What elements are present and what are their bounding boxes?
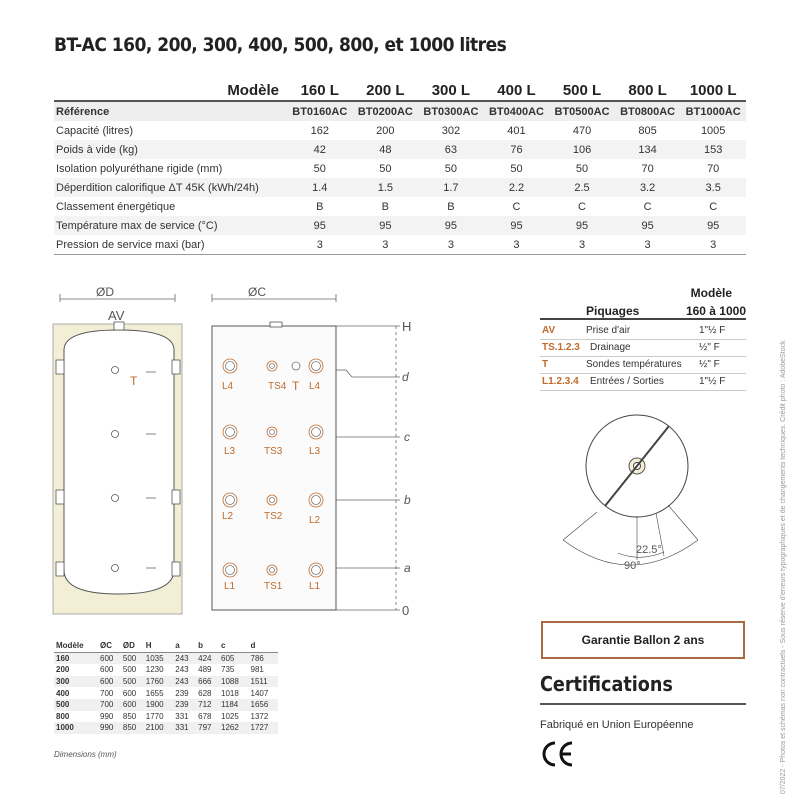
l3-label-right: L3 (309, 446, 321, 457)
page-title: BT-AC 160, 200, 300, 400, 500, 800, et 1000 litres (54, 34, 507, 56)
dims-cell: 300 (54, 676, 98, 688)
piquage-desc: Prise d'air (586, 325, 631, 336)
spec-row-label: Déperdition calorifique ΔT 45K (kWh/24h) (54, 178, 287, 197)
dims-header: ØC (98, 640, 121, 652)
spec-row-label: Température max de service (°C) (54, 216, 287, 235)
dims-cell: 489 (198, 665, 212, 675)
side-port (56, 490, 64, 504)
spec-cell: B (447, 200, 455, 213)
fabrication-note: Fabriqué en Union Européenne (540, 719, 694, 731)
temp-probe-port (292, 362, 300, 370)
spec-cell: 3.5 (680, 178, 746, 197)
spec-cell: BT0800AC (615, 101, 681, 121)
spec-cell: BT0400AC (484, 101, 550, 121)
side-port-circle (267, 495, 277, 505)
spec-cell: C (643, 200, 652, 213)
spec-cell: 401 (507, 124, 526, 137)
side-port-circle (267, 565, 277, 575)
dims-header: Modèle (54, 640, 98, 652)
dims-cell: 243 (175, 665, 189, 675)
piquages-col-range: 160 à 1000 (685, 304, 746, 318)
h-label: H (402, 319, 412, 334)
spec-row-label: Pression de service maxi (bar) (54, 235, 287, 255)
dims-row (54, 711, 278, 723)
dims-header: H (144, 640, 173, 652)
side-port-circle (267, 427, 277, 437)
zero-label: 0 (402, 603, 410, 618)
av-label: AV (108, 308, 125, 323)
piquage-desc: Drainage (590, 342, 631, 353)
spec-cell: C (709, 200, 718, 213)
ce-mark-icon (540, 740, 574, 768)
piquage-size: ½" F (699, 359, 720, 370)
l3-label-left: L3 (224, 446, 236, 457)
spec-cell: 200 (376, 124, 395, 137)
l1-label-right: L1 (309, 581, 321, 592)
dims-cell: 200 (56, 665, 70, 675)
spec-cell: 3 (353, 235, 419, 255)
ts4-label: TS4 (268, 381, 287, 392)
spec-cell: 3 (484, 235, 550, 255)
piquages-col-label: Piquages (586, 304, 640, 318)
spec-cell: 106 (549, 140, 615, 159)
dims-cell: 1035 (144, 652, 173, 664)
side-port (56, 562, 64, 576)
dims-cell: 1770 (145, 711, 164, 721)
dims-header: ØD (121, 640, 144, 652)
piquages-model-header: Modèle (690, 286, 732, 300)
spec-cell: 95 (549, 216, 615, 235)
angle-line (668, 505, 698, 540)
dims-cell: 331 (173, 722, 196, 734)
spec-cell: 805 (638, 124, 657, 137)
spec-cell: 63 (418, 140, 484, 159)
dims-header: d (249, 640, 279, 652)
dims-cell: 735 (221, 665, 235, 675)
dims-cell: 600 (100, 665, 114, 675)
model-col: 400 L (497, 81, 536, 99)
dims-cell: 2100 (144, 722, 173, 734)
dims-row (54, 676, 278, 688)
dims-cell: 800 (56, 711, 70, 721)
dims-cell: 1025 (221, 711, 239, 721)
side-port (172, 360, 180, 374)
dims-cell: 600 (121, 699, 144, 711)
side-port (56, 360, 64, 374)
dims-row (54, 687, 278, 699)
dims-cell: 500 (121, 652, 144, 664)
spec-cell: 95 (680, 216, 746, 235)
dims-cell: 678 (198, 711, 212, 721)
spec-cell: 70 (707, 162, 720, 175)
dims-cell: 1655 (145, 688, 164, 698)
dims-row (54, 652, 278, 664)
dims-cell: 424 (196, 652, 219, 664)
spec-cell: 95 (484, 216, 550, 235)
piquage-desc: Sondes températures (586, 359, 682, 370)
spec-row-label: Poids à vide (kg) (54, 140, 287, 159)
spec-cell: BT1000AC (680, 101, 746, 121)
spec-cell: 50 (575, 162, 589, 175)
dims-cell: 243 (173, 676, 196, 688)
dims-header: b (196, 640, 219, 652)
spec-cell: BT0500AC (549, 101, 615, 121)
b-label: b (404, 493, 411, 507)
model-col: 800 L (628, 81, 667, 99)
dims-cell: 850 (121, 722, 144, 734)
dims-cell: 331 (175, 711, 189, 721)
model-col: 1000 L (689, 81, 737, 99)
spec-cell: 1.4 (287, 178, 353, 197)
dims-cell: 1407 (250, 688, 269, 698)
spec-row-label: Isolation polyuréthane rigide (mm) (56, 162, 223, 175)
dims-cell: 1372 (250, 711, 269, 721)
spec-cell: 3 (549, 235, 615, 255)
spec-cell: B (381, 200, 390, 213)
spec-cell: 302 (441, 124, 461, 137)
certifications-title: Certifications (540, 672, 673, 696)
dims-cell: 239 (173, 699, 196, 711)
l2-label-right: L2 (309, 515, 321, 526)
dimensions-table (54, 640, 278, 734)
top-view-pipe (605, 426, 669, 506)
spec-cell: 42 (287, 140, 353, 159)
piquages-row (540, 322, 746, 340)
a-label: a (404, 561, 411, 575)
dims-cell: 990 (98, 722, 121, 734)
dims-cell: 1088 (219, 676, 248, 688)
dim-c-label: ØC (248, 285, 266, 299)
spec-row-label: Classement énergétique (56, 200, 176, 213)
dims-cell: 1727 (249, 722, 279, 734)
t-label: T (130, 374, 138, 388)
spec-cell: 153 (680, 140, 746, 159)
piquage-code: T (542, 359, 549, 370)
dims-cell: 500 (122, 665, 137, 675)
dims-header: c (219, 640, 248, 652)
dims-cell: 600 (98, 676, 121, 688)
dims-cell: 700 (100, 688, 114, 698)
spec-cell: 162 (310, 124, 329, 137)
spec-cell: 1.5 (353, 178, 419, 197)
ts2-label: TS2 (264, 511, 283, 522)
dims-cell: 500 (121, 676, 144, 688)
model-col: 500 L (562, 81, 602, 99)
tank-body (64, 330, 174, 594)
piquage-code: TS.1.2.3 (542, 342, 580, 353)
air-vent (114, 322, 124, 330)
spec-cell: 3 (287, 235, 353, 255)
piquage-desc: Entrées / Sorties (590, 376, 664, 387)
spec-cell: 1.7 (418, 178, 484, 197)
dims-cell: 243 (173, 652, 196, 664)
piquages-row (540, 373, 746, 391)
dims-cell: 712 (196, 699, 219, 711)
side-port (172, 490, 180, 504)
dims-cell: 700 (98, 699, 121, 711)
model-col: 200 L (366, 81, 405, 99)
piquage-code: AV (542, 325, 556, 336)
dims-cell: 1511 (249, 676, 279, 688)
angle-22-label: 22.5° (636, 544, 662, 556)
side-port-circle (267, 361, 277, 371)
ts1-label: TS1 (264, 581, 283, 592)
model-col: 160 L (300, 81, 339, 99)
spec-cell: 50 (510, 162, 523, 175)
spec-cell: 3 (680, 235, 746, 255)
ref-line (346, 370, 352, 377)
spec-cell: BT0300AC (418, 101, 484, 121)
piquage-code: L1.2.3.4 (542, 376, 579, 387)
spec-cell: 134 (615, 140, 681, 159)
dims-cell: 1760 (144, 676, 173, 688)
dims-cell: 797 (196, 722, 219, 734)
spec-cell: 1005 (700, 124, 726, 137)
dims-row (54, 664, 278, 676)
spec-cell: 76 (484, 140, 550, 159)
spec-row-label: Capacité (litres) (56, 124, 134, 137)
dims-cell: 1900 (144, 699, 173, 711)
dims-cell: 600 (98, 652, 121, 664)
side-port (172, 562, 180, 576)
piquage-size: ½" F (699, 342, 720, 353)
dimensions-note: Dimensions (mm) (54, 750, 117, 759)
dims-cell: 400 (56, 688, 70, 698)
spec-cell: 50 (379, 162, 392, 175)
dims-cell: 1262 (219, 722, 248, 734)
l4-label-right: L4 (309, 381, 321, 392)
angle-line (563, 512, 597, 540)
dim-d-label: ØD (96, 285, 114, 299)
dims-header: a (173, 640, 196, 652)
top-port (270, 322, 282, 327)
spec-cell: B (316, 200, 324, 213)
dims-row (54, 722, 278, 734)
dims-cell: 1000 (54, 722, 98, 734)
piquages-row (540, 339, 746, 357)
dims-cell: 605 (219, 652, 248, 664)
dims-cell: 1184 (219, 699, 248, 711)
spec-cell: 95 (615, 216, 681, 235)
spec-cell: 70 (641, 162, 654, 175)
dims-cell: 1230 (145, 665, 164, 675)
dims-cell: 500 (54, 699, 98, 711)
c-label: c (404, 430, 410, 444)
model-col: 300 L (431, 81, 471, 99)
piquages-header-row (540, 302, 746, 320)
dims-cell: 1656 (249, 699, 279, 711)
garantie-box: Garantie Ballon 2 ans (541, 621, 745, 659)
spec-cell: C (578, 200, 586, 213)
spec-cell: 95 (418, 216, 484, 235)
ts3-label: TS3 (264, 446, 283, 457)
spec-header-label: Modèle (227, 81, 279, 99)
spec-cell: BT0200AC (353, 101, 419, 121)
angle-90-label: 90° (624, 560, 641, 572)
dims-header-row (54, 640, 278, 652)
dims-cell: 160 (54, 652, 98, 664)
l1-label-left: L1 (224, 581, 236, 592)
dims-cell: 850 (122, 711, 137, 721)
dims-cell: 666 (196, 676, 219, 688)
dims-cell: 239 (175, 688, 189, 698)
dims-cell: 1018 (221, 688, 239, 698)
spec-cell: 48 (353, 140, 419, 159)
dims-cell: 990 (100, 711, 114, 721)
spec-cell: 50 (313, 162, 326, 175)
spec-cell: 3.2 (615, 178, 681, 197)
spec-cell: 50 (444, 162, 458, 175)
dims-cell: 628 (198, 688, 212, 698)
spec-cell: BT0160AC (287, 101, 353, 121)
piquage-size: 1"½ F (699, 325, 726, 336)
spec-cell: C (512, 200, 521, 213)
spec-cell: 2.5 (549, 178, 615, 197)
dims-cell: 786 (249, 652, 279, 664)
spec-cell: 95 (287, 216, 353, 235)
dims-cell: 600 (122, 688, 137, 698)
spec-cell: 2.2 (484, 178, 550, 197)
spec-row-label: Référence (54, 101, 287, 121)
spec-cell: 470 (572, 124, 592, 137)
d-label: d (402, 370, 409, 384)
l4-label-left: L4 (222, 381, 234, 392)
spec-cell: 3 (418, 235, 484, 255)
dims-cell: 981 (250, 665, 264, 675)
piquage-size: 1"½ F (699, 376, 726, 387)
t-label-side: T (292, 379, 300, 393)
spec-cell: 3 (615, 235, 681, 255)
spec-cell: 95 (353, 216, 419, 235)
piquages-row (540, 356, 746, 374)
certifications-divider (540, 703, 746, 705)
l2-label-left: L2 (222, 511, 234, 522)
side-note: 07/2022 - Photos et schémas non contractuels - Sous réserve d'erreurs typographiques et de changements techniques. Crédit photo : AdobeStock (780, 340, 787, 794)
dims-row (54, 699, 278, 711)
